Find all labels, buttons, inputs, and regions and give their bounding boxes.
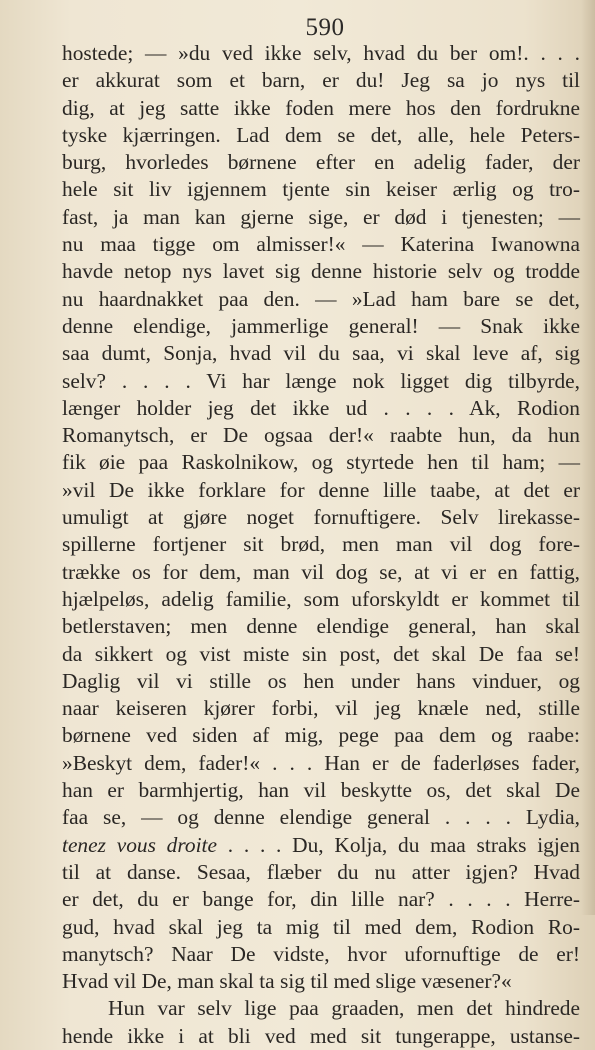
- text-line: da sikkert og vist miste sin post, det skal De faa se!: [62, 641, 580, 666]
- text-line: Hun var selv lige paa graaden, men det hindrede: [108, 996, 580, 1021]
- text-line: denne elendige, jammerlige general! — Snak ikke: [62, 313, 580, 338]
- text-line: børnene ved siden af mig, pege paa dem og raabe:: [62, 723, 580, 748]
- text-line: burg, hvorledes børnene efter en adelig fader, der: [62, 150, 580, 175]
- text-line: hende ikke i at bli ved med sit tungerappe, ustanse-: [62, 1023, 580, 1048]
- body-text: [62, 40, 580, 1050]
- text-line: betlerstaven; men denne elendige general, han skal: [62, 614, 580, 639]
- text-line: hjælpeløs, adelig familie, som uforskyldt er kommet til: [62, 586, 580, 611]
- text-line: havde netop nys lavet sig denne historie selv og trodde: [62, 259, 580, 284]
- italic-phrase: tenez vous droite: [62, 832, 217, 857]
- text-line: trække os for dem, man vil dog se, at vi er en fattig,: [62, 559, 580, 584]
- text-line: faa se, — og denne elendige general . . . . Lydia,: [62, 805, 580, 830]
- text-line: nu haardnakket paa den. — »Lad ham bare se det,: [62, 286, 580, 311]
- text-line: tenez vous droite . . . . Du, Kolja, du maa straks igjen: [62, 832, 580, 857]
- text-line: hele sit liv igjennem tjente sin keiser ærlig og tro-: [62, 177, 580, 202]
- text-line: Romanytsch, er De ogsaa der!« raabte hun, da hun: [62, 423, 580, 448]
- text-line: »vil De ikke forklare for denne lille taabe, at det er: [62, 477, 580, 502]
- page-number: 590: [305, 14, 345, 41]
- text-line: fik øie paa Raskolnikow, og styrtede hen til ham; —: [62, 450, 580, 475]
- text-line: naar keiseren kjører forbi, vil jeg knæle ned, stille: [62, 696, 580, 721]
- text-line: han er barmhjertig, han vil beskytte os, det skal De: [62, 778, 580, 803]
- text-line: tyske kjærringen. Lad dem se det, alle, hele Peters-: [62, 122, 580, 147]
- text-line: dig, at jeg satte ikke foden mere hos den fordrukne: [62, 95, 580, 120]
- text-line: Daglig vil vi stille os hen under hans vinduer, og: [62, 668, 580, 693]
- text-line: er akkurat som et barn, er du! Jeg sa jo nys til: [62, 68, 580, 93]
- text-line: Hvad vil De, man skal ta sig til med slige væsener?«: [62, 969, 512, 994]
- text-line: manytsch? Naar De vidste, hvor ufornuftige de er!: [62, 941, 580, 966]
- text-line: til at danse. Sesaa, flæber du nu atter igjen? Hvad: [62, 859, 580, 884]
- text-line: gud, hvad skal jeg ta mig til med dem, Rodion Ro-: [62, 914, 580, 939]
- text-line: »Beskyt dem, fader!« . . . Han er de faderløses fader,: [62, 750, 580, 775]
- text-line: selv? . . . . Vi har længe nok ligget dig tilbyrde,: [62, 368, 580, 393]
- text-line: er det, du er bange for, din lille nar? . . . . Herre-: [62, 887, 580, 912]
- text-line: umuligt at gjøre noget fornuftigere. Selv lirekasse-: [62, 505, 580, 530]
- page-edge-shadow: [581, 0, 595, 915]
- text-line: saa dumt, Sonja, hvad vil du saa, vi skal leve af, sig: [62, 341, 580, 366]
- text-line: fast, ja man kan gjerne sige, er død i tjenesten; —: [62, 204, 580, 229]
- text-line: nu maa tigge om almisser!« — Katerina Iwanowna: [62, 232, 580, 257]
- text-line: hostede; — »du ved ikke selv, hvad du ber om!. . . .: [62, 41, 580, 65]
- text-line: spillerne fortjener sit brød, men man vil dog fore-: [62, 532, 580, 557]
- text-line: længer holder jeg det ikke ud . . . . Ak, Rodion: [62, 395, 580, 420]
